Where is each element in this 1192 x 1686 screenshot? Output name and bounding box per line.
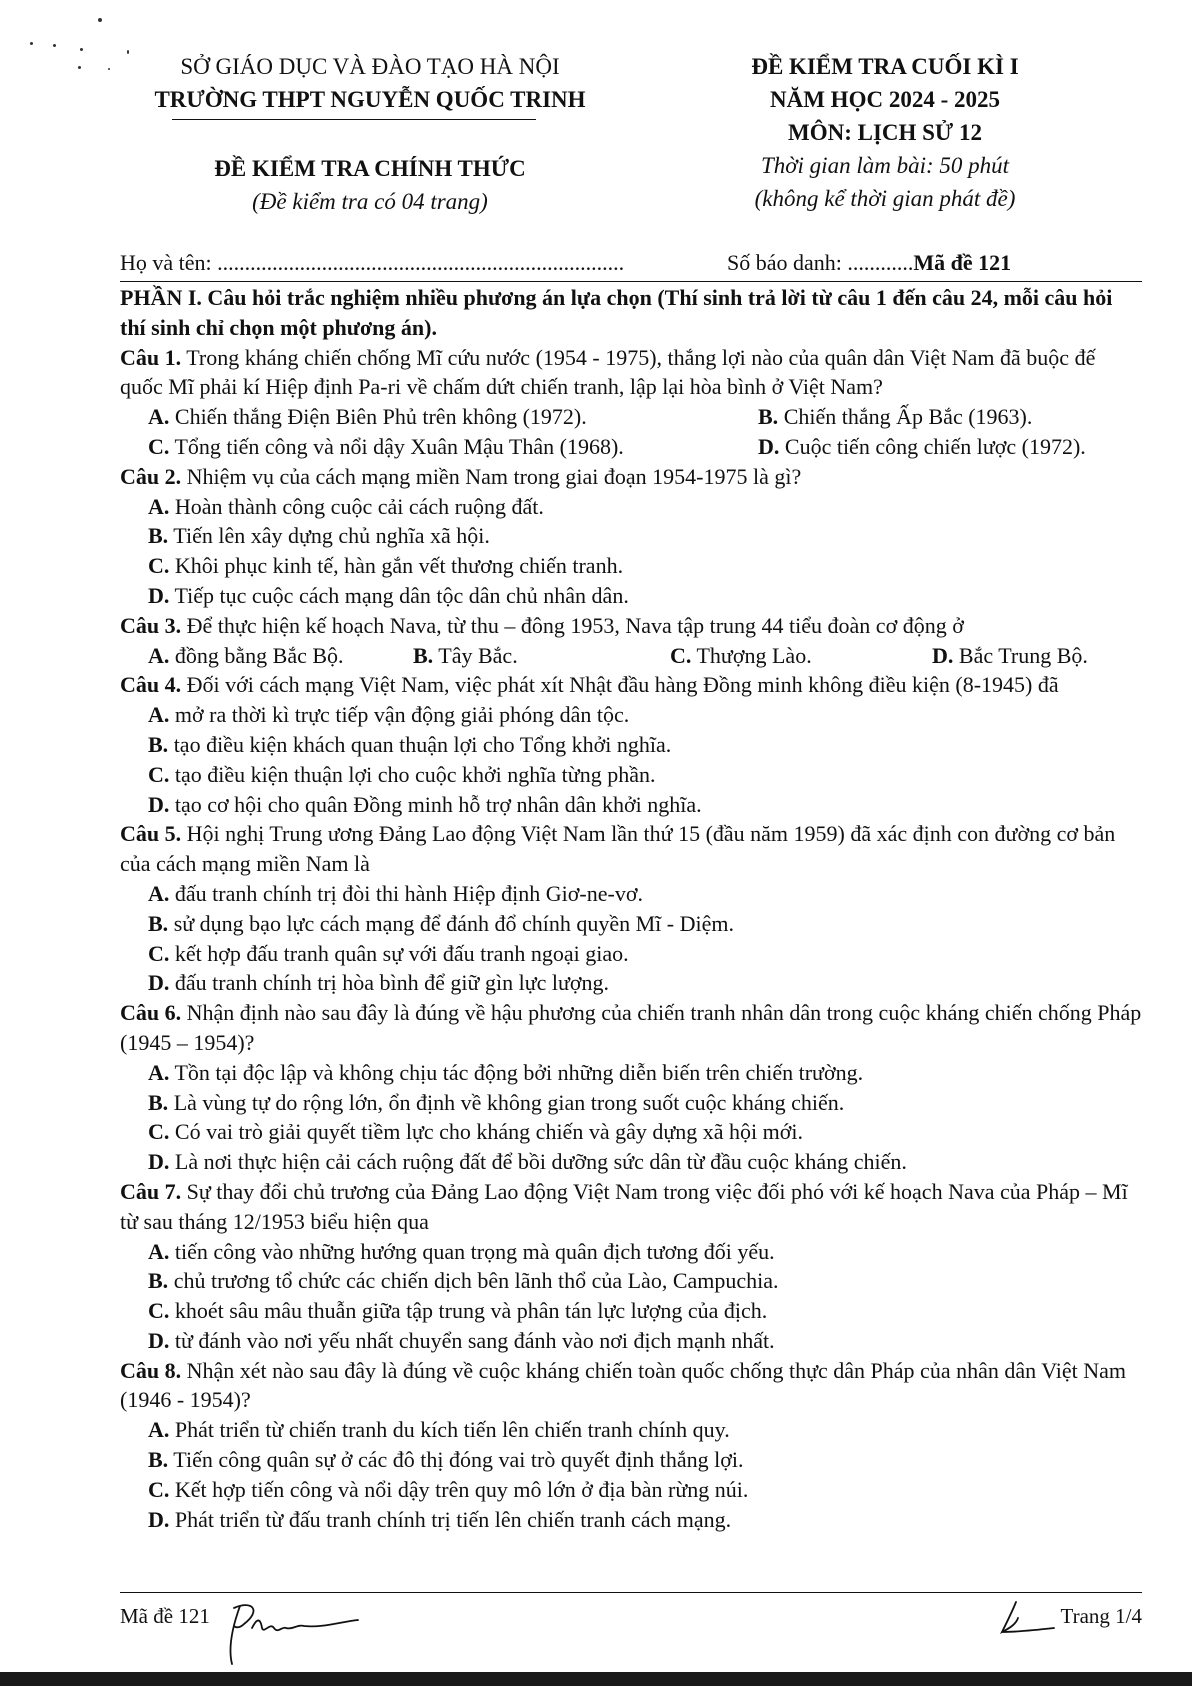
option-text: mở ra thời kì trực tiếp vận động giải phóng dân tộc. [169, 702, 630, 728]
option-c[interactable] [670, 641, 812, 671]
option-text: Là nơi thực hiện cải cách ruộng đất để bồi dưỡng sức dân từ đầu cuộc kháng chiến. [169, 1149, 907, 1175]
option-letter: B. [413, 642, 434, 668]
option-text: Tổng tiến công và nổi dậy Xuân Mậu Thân (1968). [169, 433, 624, 459]
time-note: (không kể thời gian phát đề) [754, 186, 1016, 211]
option-text: đấu tranh chính trị hòa bình để giữ gìn lực lượng. [169, 970, 610, 996]
option-text: từ đánh vào nơi yếu nhất chuyển sang đánh vào nơi địch mạnh nhất. [169, 1327, 775, 1353]
option-a[interactable] [148, 641, 344, 671]
option-letter: D. [148, 791, 170, 817]
questions-section [120, 283, 1142, 1534]
option-letter: A. [148, 1238, 170, 1264]
scan-edge [0, 1672, 1192, 1686]
option-text: tiến công vào những hướng quan trọng mà quân địch tương đối yếu. [169, 1238, 775, 1264]
part1-title: PHẦN I. Câu hỏi trắc nghiệm nhiều phương án lựa chọn (Thí sinh trả lời từ câu 1 đến câu 24, mỗi câu hỏi thí sinh chỉ chọn một phương án). [120, 285, 1113, 340]
option-text: Phát triển từ chiến tranh du kích tiến lên chiến tranh chính quy. [169, 1417, 730, 1443]
option-text: chủ trương tổ chức các chiến dịch bên lãnh thổ của Lào, Campuchia. [168, 1268, 779, 1294]
school-name: TRƯỜNG THPT NGUYỄN QUỐC TRINH [154, 87, 586, 112]
question-text: Nhận xét nào sau đây là đúng về cuộc kháng chiến toàn quốc chống thực dân Pháp của nhân dân Việt Nam (1946 - 1954)? [120, 1357, 1127, 1413]
question-text: Hội nghị Trung ương Đảng Lao động Việt Nam lần thứ 15 (đầu năm 1959) đã xác định con đường cơ bản của cách mạng miền Nam là [120, 821, 1116, 877]
option-text: Tiến lên xây dựng chủ nghĩa xã hội. [168, 523, 490, 549]
option-text: Chiến thắng Ấp Bắc (1963). [778, 404, 1033, 430]
question-1 [120, 343, 1142, 403]
option-row [120, 641, 1142, 671]
official-label: ĐỀ KIỂM TRA CHÍNH THỨC [214, 156, 526, 181]
option-row [120, 432, 1142, 462]
option-text: Thượng Lào. [691, 642, 812, 668]
option-letter: C. [148, 1476, 170, 1502]
option-letter: C. [148, 553, 170, 579]
option-text: tạo điều kiện thuận lợi cho cuộc khởi nghĩa từng phần. [169, 761, 656, 787]
exam-title-block [695, 50, 1075, 215]
question-text: Đối với cách mạng Việt Nam, việc phát xít Nhật đầu hàng Đồng minh không điều kiện (8-1945) đã [181, 672, 1059, 698]
option-text: đồng bằng Bắc Bộ. [169, 642, 344, 668]
option-text: kết hợp đấu tranh quân sự với đấu tranh ngoại giao. [169, 940, 629, 966]
option-text: Hoàn thành công cuộc cải cách ruộng đất. [169, 493, 544, 519]
page-number: Trang 1/4 [1060, 1604, 1142, 1628]
student-info-row [120, 250, 1140, 280]
question-3 [120, 611, 1142, 641]
option-d[interactable] [120, 1326, 1142, 1356]
question-number: Câu 7. [120, 1178, 182, 1204]
school-underline [172, 119, 536, 120]
option-c[interactable] [120, 551, 1142, 581]
question-text: Để thực hiện kế hoạch Nava, từ thu – đông 1953, Nava tập trung 44 tiểu đoàn cơ động ở [181, 612, 964, 638]
option-c[interactable] [120, 1296, 1142, 1326]
option-text: Tiếp tục cuộc cách mạng dân tộc dân chủ nhân dân. [169, 582, 629, 608]
option-text: Có vai trò giải quyết tiềm lực cho kháng chiến và gây dựng xã hội mới. [169, 1119, 804, 1145]
question-text: Sự thay đổi chủ trương của Đảng Lao động Việt Nam trong việc đối phó với kế hoạch Nava của Pháp – Mĩ từ sau tháng 12/1953 biểu hiện qua [120, 1178, 1128, 1234]
option-letter: C. [148, 940, 170, 966]
option-a[interactable] [148, 402, 587, 432]
option-text: Phát triển từ đấu tranh chính trị tiến lên chiến tranh cách mạng. [169, 1506, 732, 1532]
question-text: Nhiệm vụ của cách mạng miền Nam trong giai đoạn 1954-1975 là gì? [181, 463, 802, 489]
candidate-number-field[interactable] [727, 250, 1011, 276]
option-letter: D. [148, 582, 170, 608]
option-c[interactable] [148, 432, 624, 462]
question-text: Nhận định nào sau đây là đúng về hậu phương của chiến tranh nhân dân trong cuộc kháng chiến chống Pháp (1945 – 1954)? [120, 1000, 1142, 1055]
option-d[interactable] [120, 1505, 1142, 1535]
option-b[interactable] [120, 1088, 1142, 1118]
option-d[interactable] [758, 432, 1086, 462]
option-letter: D. [148, 1506, 170, 1532]
option-text: Là vùng tự do rộng lớn, ổn định về không gian trong suốt cuộc kháng chiến. [168, 1089, 845, 1115]
option-text: đấu tranh chính trị đòi thi hành Hiệp định Giơ-ne-vơ. [169, 880, 643, 906]
question-8 [120, 1356, 1142, 1416]
option-a[interactable] [120, 700, 1142, 730]
option-row [120, 402, 1142, 432]
school-year: NĂM HỌC 2024 - 2025 [770, 87, 1000, 112]
option-text: Kết hợp tiến công và nổi dậy trên quy mô lớn ở địa bàn rừng núi. [169, 1476, 749, 1502]
option-letter: D. [148, 970, 170, 996]
exam-title: ĐỀ KIỂM TRA CUỐI KÌ I [751, 54, 1019, 79]
footer-divider [120, 1592, 1142, 1593]
scan-speck [80, 48, 83, 51]
question-number: Câu 5. [120, 821, 182, 847]
question-number: Câu 4. [120, 672, 182, 698]
option-text: Bắc Trung Bộ. [953, 642, 1088, 668]
option-letter: C. [670, 642, 692, 668]
option-letter: D. [148, 1327, 170, 1353]
option-letter: B. [148, 523, 169, 549]
question-number: Câu 1. [120, 344, 182, 370]
option-letter: D. [932, 642, 954, 668]
option-text: Chiến thắng Điện Biên Phủ trên không (1972). [169, 404, 587, 430]
option-b[interactable] [120, 1445, 1142, 1475]
footer-exam-code: Mã đề 121 [120, 1604, 210, 1628]
candidate-number-label: Số báo danh: ............ [727, 250, 914, 275]
question-text: Trong kháng chiến chống Mĩ cứu nước (1954 - 1975), thắng lợi nào của quân dân Việt Nam đã buộc đế quốc Mĩ phải kí Hiệp định Pa-ri về chấm dứt chiến tranh, lập lại hòa bình ở Việt Nam? [120, 344, 1096, 400]
issuer-block [120, 50, 620, 116]
question-2 [120, 462, 1142, 492]
option-a[interactable] [120, 1058, 1142, 1088]
official-block [120, 152, 620, 218]
option-letter: D. [148, 1149, 170, 1175]
option-b[interactable] [413, 641, 518, 671]
signature-right-icon [996, 1598, 1056, 1638]
option-d[interactable] [120, 1147, 1142, 1177]
option-text: sử dụng bạo lực cách mạng để đánh đổ chính quyền Mĩ - Diệm. [168, 910, 734, 936]
option-b[interactable] [120, 730, 1142, 760]
header-divider [120, 281, 1142, 282]
option-d[interactable] [120, 968, 1142, 998]
question-7 [120, 1177, 1142, 1237]
question-number: Câu 3. [120, 612, 182, 638]
option-letter: A. [148, 404, 170, 430]
signature-left-icon [222, 1598, 362, 1670]
option-text: Tồn tại độc lập và không chịu tác động bởi những diễn biến trên chiến trường. [169, 1059, 864, 1085]
option-letter: B. [148, 910, 169, 936]
option-letter: A. [148, 1059, 170, 1085]
option-letter: B. [148, 1089, 169, 1115]
pages-note: (Đề kiểm tra có 04 trang) [252, 189, 488, 214]
time-limit: Thời gian làm bài: 50 phút [760, 153, 1010, 178]
option-text: Tiến công quân sự ở các đô thị đóng vai trò quyết định thắng lợi. [168, 1447, 744, 1473]
option-b[interactable] [758, 402, 1032, 432]
option-d[interactable] [932, 641, 1088, 671]
department-name: SỞ GIÁO DỤC VÀ ĐÀO TẠO HÀ NỘI [180, 54, 560, 79]
option-b[interactable] [120, 521, 1142, 551]
option-text: Tây Bắc. [433, 642, 518, 668]
option-a[interactable] [120, 1237, 1142, 1267]
scan-speck [98, 18, 102, 22]
exam-code: Mã đề 121 [913, 250, 1012, 275]
option-text: tạo điều kiện khách quan thuận lợi cho Tổng khởi nghĩa. [168, 731, 672, 757]
option-a[interactable] [120, 1415, 1142, 1445]
option-letter: B. [148, 731, 169, 757]
option-text: tạo cơ hội cho quân Đồng minh hỗ trợ nhân dân khởi nghĩa. [169, 791, 702, 817]
option-letter: A. [148, 642, 170, 668]
student-name-field[interactable]: Họ và tên: .......................................................................... [120, 250, 625, 275]
question-number: Câu 2. [120, 463, 182, 489]
option-text: Cuộc tiến công chiến lược (1972). [779, 433, 1086, 459]
option-letter: B. [758, 404, 779, 430]
scan-speck [78, 66, 81, 69]
option-letter: C. [148, 433, 170, 459]
question-number: Câu 8. [120, 1357, 182, 1383]
option-letter: D. [758, 433, 780, 459]
option-c[interactable] [120, 760, 1142, 790]
option-b[interactable] [120, 1266, 1142, 1296]
option-d[interactable] [120, 581, 1142, 611]
option-letter: B. [148, 1447, 169, 1473]
scan-speck [108, 68, 110, 70]
question-number: Câu 6. [120, 1000, 182, 1026]
question-6 [120, 998, 1142, 1058]
option-letter: A. [148, 493, 170, 519]
option-a[interactable] [120, 492, 1142, 522]
option-c[interactable] [120, 939, 1142, 969]
option-b[interactable] [120, 909, 1142, 939]
option-a[interactable] [120, 879, 1142, 909]
option-letter: C. [148, 761, 170, 787]
option-letter: B. [148, 1268, 169, 1294]
option-c[interactable] [120, 1475, 1142, 1505]
scan-speck [53, 44, 56, 47]
option-c[interactable] [120, 1117, 1142, 1147]
option-letter: C. [148, 1298, 170, 1324]
question-5 [120, 819, 1142, 879]
option-text: khoét sâu mâu thuẫn giữa tập trung và phân tán lực lượng của địch. [169, 1298, 768, 1324]
option-letter: A. [148, 1417, 170, 1443]
subject: MÔN: LỊCH SỬ 12 [787, 120, 982, 145]
option-letter: A. [148, 702, 170, 728]
option-d[interactable] [120, 790, 1142, 820]
question-4 [120, 670, 1142, 700]
option-letter: C. [148, 1119, 170, 1145]
option-letter: A. [148, 880, 170, 906]
scan-speck [30, 42, 33, 45]
option-text: Khôi phục kinh tế, hàn gắn vết thương chiến tranh. [169, 553, 624, 579]
